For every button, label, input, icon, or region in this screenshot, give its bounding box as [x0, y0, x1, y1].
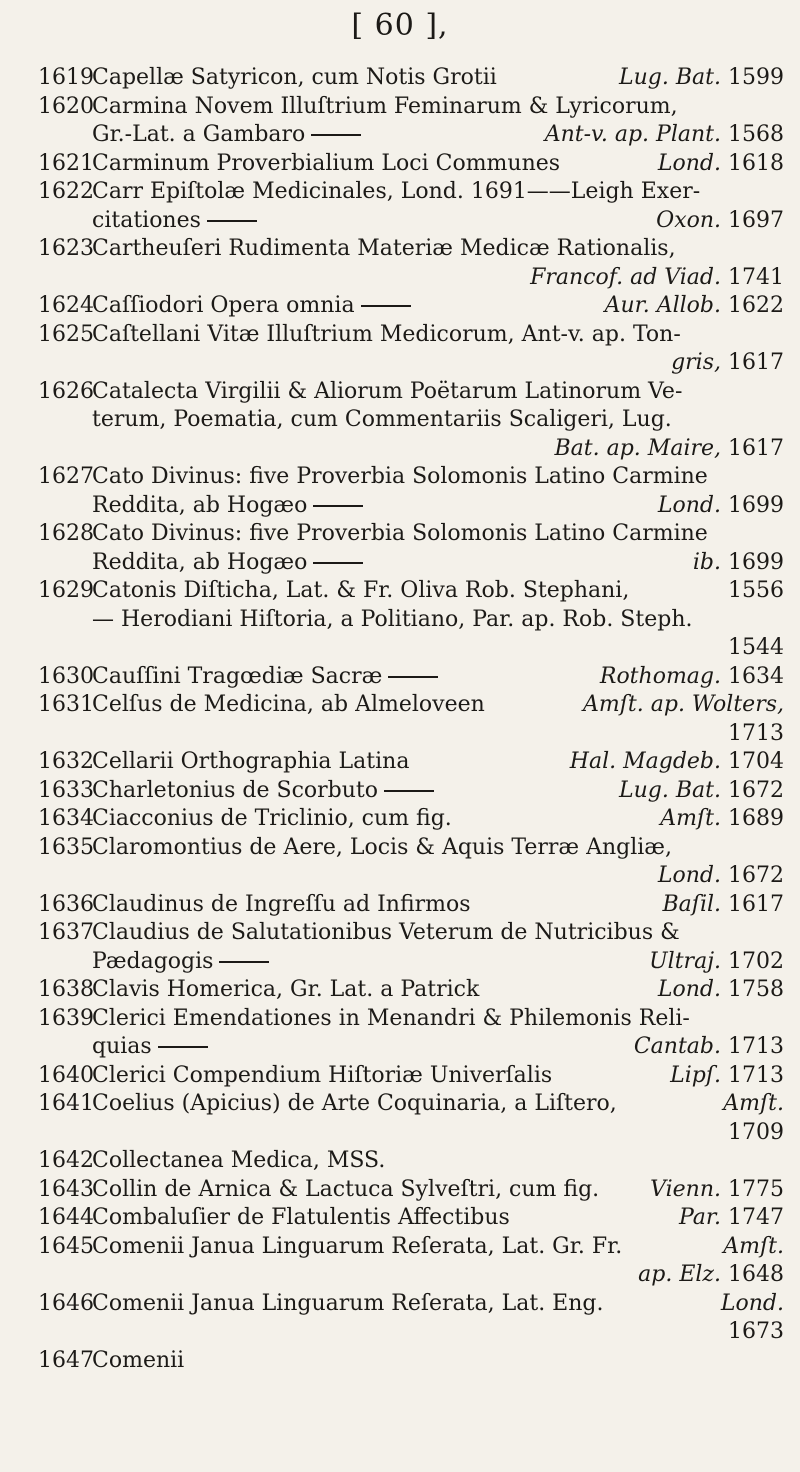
entry-imprint-group — [723, 1233, 784, 1262]
entry-imprint-group — [728, 1318, 784, 1347]
entry-year: 1713 — [728, 720, 784, 746]
entry-year: 1622 — [728, 293, 784, 318]
entry-imprint: Francof. ad Viad. — [530, 264, 728, 290]
entry-body — [92, 292, 784, 321]
entry-body — [92, 577, 784, 663]
entry-body — [92, 235, 784, 292]
catalogue-entry — [38, 463, 784, 520]
catalogue-entry — [38, 178, 784, 235]
entry-number: 1620 — [38, 93, 94, 119]
entry-body — [92, 93, 784, 150]
catalogue-entry — [38, 919, 784, 976]
entry-body — [92, 748, 784, 777]
entry-imprint-group — [658, 862, 784, 891]
entry-line — [92, 435, 784, 464]
entry-dash — [207, 220, 257, 222]
entry-year: 1713 — [728, 1062, 784, 1088]
entry-title: Coelius (Apicius) de Arte Coquinaria, a Liſtero, — [92, 1091, 617, 1116]
entry-title: Carmina Novem Illuſtrium Feminarum & Lyricorum, — [92, 93, 678, 119]
catalogue-entry — [38, 235, 784, 292]
entry-imprint: Lipſ. — [670, 1062, 728, 1088]
entry-imprint: Amſt. — [723, 1091, 784, 1116]
entry-body — [92, 321, 784, 378]
entry-imprint-group — [693, 549, 784, 578]
entry-body — [92, 1147, 784, 1176]
entry-imprint-group — [530, 264, 784, 293]
entry-imprint-group — [721, 1290, 784, 1319]
entry-body — [92, 1233, 784, 1290]
entry-title: Pædagogis — [92, 948, 214, 974]
entry-imprint-group — [670, 1062, 784, 1091]
catalogue-entry — [38, 321, 784, 378]
entry-year: 1672 — [728, 863, 784, 888]
entry-year: 1709 — [728, 1119, 784, 1145]
entry-imprint: Bat. ap. Maire, — [554, 435, 728, 461]
entry-imprint: Amſt. ap. Wolters, — [583, 692, 784, 717]
entry-body — [92, 1290, 784, 1347]
entry-imprint: Lug. Bat. — [619, 777, 728, 803]
entry-number: 1631 — [38, 692, 94, 717]
entry-year: 1741 — [728, 264, 784, 290]
catalogue-entry — [38, 292, 784, 321]
entry-body — [92, 1176, 784, 1205]
entry-year: 1648 — [728, 1262, 784, 1287]
entry-imprint-group — [660, 805, 784, 834]
entry-title: Collectanea Medica, MSS. — [92, 1148, 386, 1173]
entry-line — [92, 691, 784, 720]
entry-imprint-group — [679, 1204, 784, 1233]
entry-number: 1621 — [38, 150, 94, 176]
catalogue-entry — [38, 1062, 784, 1091]
entry-body — [92, 378, 784, 464]
entry-year: 1758 — [728, 977, 784, 1002]
entry-body — [92, 691, 784, 748]
entry-title: Charletonius de Scorbuto — [92, 777, 379, 803]
entry-line — [92, 1347, 784, 1376]
catalogue-entry — [38, 834, 784, 891]
entry-year: 1673 — [728, 1319, 784, 1344]
entry-line — [92, 1318, 784, 1347]
entry-body — [92, 805, 784, 834]
entry-title: Celſus de Medicina, ab Almeloveen — [92, 692, 485, 717]
catalogue-entry — [38, 520, 784, 577]
entry-line — [92, 235, 784, 264]
entry-title: Cato Divinus: five Proverbia Solomonis Latino Carmine — [92, 464, 708, 489]
entry-year: 1702 — [728, 948, 784, 974]
entry-number: 1643 — [38, 1176, 94, 1202]
entry-title: Claudinus de Ingreſſu ad Infirmos — [92, 891, 471, 917]
entry-body — [92, 976, 784, 1005]
catalogue-entry — [38, 777, 784, 806]
entry-number: 1645 — [38, 1233, 94, 1259]
entry-dash — [384, 790, 434, 792]
entry-imprint-group — [728, 1119, 784, 1148]
entry-number: 1635 — [38, 834, 94, 860]
entry-line — [92, 150, 784, 179]
entry-number: 1638 — [38, 977, 94, 1002]
entry-imprint-group — [656, 207, 784, 236]
page-header: [ 60 ], — [351, 8, 449, 43]
entry-number: 1639 — [38, 1005, 94, 1031]
entry-line — [92, 805, 784, 834]
entry-number: 1633 — [38, 777, 94, 803]
entry-imprint: Lug. Bat. — [619, 65, 728, 90]
entry-number: 1641 — [38, 1091, 94, 1116]
entry-number: 1632 — [38, 749, 94, 774]
entry-line — [92, 1176, 784, 1205]
entry-body — [92, 520, 784, 577]
entry-body — [92, 64, 784, 93]
entry-imprint: Par. — [678, 1205, 728, 1230]
entry-imprint-group — [600, 663, 784, 692]
catalogue-entry — [38, 691, 784, 748]
catalogue-entry — [38, 93, 784, 150]
entry-number: 1647 — [38, 1347, 94, 1373]
entry-number: 1630 — [38, 663, 94, 689]
entry-title: quias — [92, 1034, 152, 1059]
entry-line — [92, 862, 784, 891]
catalogue-entry — [38, 663, 784, 692]
entry-imprint-group — [671, 349, 784, 378]
entry-line — [92, 1204, 784, 1233]
entry-imprint: Lond. — [657, 863, 728, 888]
entry-imprint-group — [728, 634, 784, 663]
catalogue-entry — [38, 1005, 784, 1062]
entry-line — [92, 549, 784, 578]
entry-title: — Herodiani Hiſtoria, a Politiano, Par. ap. Rob. Steph. — [92, 606, 693, 632]
entry-body — [92, 1005, 784, 1062]
entry-line — [92, 64, 784, 93]
entry-imprint-group — [728, 720, 784, 749]
entry-body — [92, 1347, 784, 1376]
catalogue-entry — [38, 1176, 784, 1205]
entry-imprint-group — [619, 64, 784, 93]
catalogue-entry — [38, 976, 784, 1005]
entry-imprint: Ant-v. ap. Plant. — [544, 122, 728, 147]
entry-line — [92, 919, 784, 948]
catalogue-entry — [38, 805, 784, 834]
entry-body — [92, 919, 784, 976]
entry-title: Reddita, ab Hogæo — [92, 549, 308, 575]
entry-imprint: Lond. — [657, 492, 728, 518]
entry-imprint: ap. Elz. — [638, 1262, 728, 1287]
entry-title: Comenii Janua Linguarum Reſerata, Lat. Eng. — [92, 1290, 604, 1316]
entry-dash — [361, 305, 411, 307]
entry-number: 1642 — [38, 1148, 94, 1173]
entry-imprint-group — [658, 150, 784, 179]
entry-number: 1628 — [38, 521, 94, 546]
entry-line — [92, 634, 784, 663]
entry-line — [92, 834, 784, 863]
entry-title: Comenii Janua Linguarum Reſerata, Lat. Gr. Fr. — [92, 1233, 623, 1259]
entry-line — [92, 520, 784, 549]
entry-title: Ciacconius de Triclinio, cum fig. — [92, 806, 452, 831]
entry-imprint: Lond. — [720, 1290, 784, 1316]
entry-number: 1625 — [38, 321, 94, 347]
entry-title: Clerici Emendationes in Menandri & Philemonis Reli- — [92, 1005, 690, 1031]
entry-year: 1697 — [728, 207, 784, 233]
entries-list — [38, 64, 784, 1375]
entry-number: 1619 — [38, 65, 94, 90]
entry-dash — [219, 961, 269, 963]
entry-line — [92, 463, 784, 492]
entry-year: 1618 — [728, 150, 784, 176]
entry-imprint: gris, — [671, 350, 728, 375]
entry-year: 1617 — [728, 435, 784, 461]
entry-number: 1629 — [38, 578, 94, 603]
entry-line — [92, 121, 784, 150]
entry-title: Claudius de Salutationibus Veterum de Nutricibus & — [92, 920, 680, 945]
entry-line — [92, 207, 784, 236]
entry-imprint: Lond. — [657, 150, 728, 176]
entry-imprint-group — [658, 492, 784, 521]
entry-line — [92, 1090, 784, 1119]
entry-body — [92, 463, 784, 520]
entry-year: 1713 — [728, 1034, 784, 1059]
entry-title: Carminum Proverbialium Loci Communes — [92, 150, 561, 176]
entry-imprint: Hal. Magdeb. — [569, 749, 728, 774]
entry-number: 1627 — [38, 464, 94, 489]
entry-line — [92, 264, 784, 293]
entry-title: Catalecta Virgilii & Aliorum Poëtarum Latinorum Ve- — [92, 378, 683, 404]
catalogue-entry — [38, 378, 784, 464]
entry-imprint: Oxon. — [656, 207, 728, 233]
catalogue-entry — [38, 1147, 784, 1176]
entry-title: Collin de Arnica & Lactuca Sylveſtri, cum fig. — [92, 1176, 600, 1202]
entry-title: Comenii — [92, 1347, 185, 1373]
entry-number: 1623 — [38, 236, 94, 261]
entry-imprint-group — [638, 1261, 784, 1290]
entry-year: 1672 — [728, 777, 784, 803]
entry-line — [92, 606, 784, 635]
entry-number: 1640 — [38, 1062, 94, 1088]
entry-imprint: Amſt. — [723, 1233, 784, 1259]
entry-imprint-group — [605, 292, 784, 321]
entry-number: 1646 — [38, 1290, 94, 1316]
entry-title: citationes — [92, 207, 201, 233]
entry-imprint: Vienn. — [650, 1176, 728, 1202]
catalogue-entry — [38, 1233, 784, 1290]
entry-number: 1634 — [38, 806, 94, 831]
entry-imprint-group — [650, 1176, 784, 1205]
entry-year: 1775 — [728, 1176, 784, 1202]
entry-line — [92, 321, 784, 350]
entry-body — [92, 1090, 784, 1147]
entry-dash — [313, 562, 363, 564]
entry-title: terum, Poematia, cum Commentariis Scaligeri, Lug. — [92, 407, 672, 432]
entry-line — [92, 663, 784, 692]
entry-imprint: Cantab. — [633, 1034, 728, 1059]
entry-imprint-group — [663, 891, 784, 920]
entry-title: Cartheuſeri Rudimenta Materiæ Medicæ Rationalis, — [92, 236, 676, 261]
entry-line — [92, 292, 784, 321]
entry-title: Cauſſini Tragœdiæ Sacræ — [92, 663, 383, 689]
entry-line — [92, 378, 784, 407]
entry-line — [92, 1033, 784, 1062]
entry-body — [92, 663, 784, 692]
entry-year: 1634 — [728, 663, 784, 689]
catalogue-entry — [38, 150, 784, 179]
entry-year: 1556 — [728, 578, 784, 603]
entry-year: 1568 — [728, 122, 784, 147]
entry-line — [92, 1261, 784, 1290]
entry-line — [92, 720, 784, 749]
entry-imprint-group — [555, 435, 785, 464]
entry-title: Combaluſier de Flatulentis Affectibus — [92, 1205, 510, 1230]
entry-dash — [313, 505, 363, 507]
entry-line — [92, 1005, 784, 1034]
entry-imprint: Amſt. — [660, 806, 728, 831]
catalogue-entry — [38, 1090, 784, 1147]
entry-line — [92, 1290, 784, 1319]
entry-imprint-group — [728, 577, 784, 606]
entry-title: Carr Epiſtolæ Medicinales, Lond. 1691——Leigh Exer- — [92, 179, 701, 204]
entry-title: Caſtellani Vitæ Illuſtrium Medicorum, Ant-v. ap. Ton- — [92, 321, 681, 347]
entry-imprint-group — [619, 777, 784, 806]
entry-line — [92, 178, 784, 207]
entry-line — [92, 406, 784, 435]
entry-title: Caſſiodori Opera omnia — [92, 293, 355, 318]
entry-year: 1617 — [728, 891, 784, 917]
entry-title: Reddita, ab Hogæo — [92, 492, 308, 518]
entry-imprint: Baſil. — [662, 891, 728, 917]
entry-line — [92, 948, 784, 977]
entry-number: 1637 — [38, 920, 94, 945]
entry-dash — [388, 676, 438, 678]
entry-imprint-group — [570, 748, 784, 777]
entry-line — [92, 891, 784, 920]
entry-year: 1747 — [728, 1205, 784, 1230]
entry-year: 1704 — [728, 749, 784, 774]
entry-body — [92, 834, 784, 891]
entry-line — [92, 748, 784, 777]
entry-imprint-group — [634, 1033, 784, 1062]
entry-title: Cellarii Orthographia Latina — [92, 749, 410, 774]
entry-imprint-group — [658, 976, 784, 1005]
entry-title: Claromontius de Aere, Locis & Aquis Terræ Angliæ, — [92, 834, 672, 860]
entry-imprint-group — [583, 691, 784, 720]
catalogue-entry — [38, 577, 784, 663]
entry-imprint-group — [545, 121, 784, 150]
entry-line — [92, 777, 784, 806]
entry-body — [92, 777, 784, 806]
entry-year: 1544 — [728, 635, 784, 660]
entry-line — [92, 1147, 784, 1176]
entry-dash — [311, 134, 361, 136]
entry-imprint: Ultraj. — [649, 948, 728, 974]
entry-title: Clerici Compendium Hiſtoriæ Univerſalis — [92, 1062, 553, 1088]
entry-number: 1622 — [38, 179, 94, 204]
entry-imprint: Aur. Allob. — [604, 293, 728, 318]
entry-line — [92, 976, 784, 1005]
catalogue-entry — [38, 1347, 784, 1376]
entry-year: 1599 — [728, 65, 784, 90]
entry-title: Catonis Diſticha, Lat. & Fr. Oliva Rob. Stephani, — [92, 578, 630, 603]
entry-year: 1689 — [728, 806, 784, 831]
catalogue-entry — [38, 1204, 784, 1233]
catalogue-entry — [38, 891, 784, 920]
entry-line — [92, 492, 784, 521]
entry-title: Cato Divinus: five Proverbia Solomonis Latino Carmine — [92, 521, 708, 546]
entry-line — [92, 1233, 784, 1262]
entry-number: 1644 — [38, 1205, 94, 1230]
entry-body — [92, 1204, 784, 1233]
entry-dash — [158, 1046, 208, 1048]
entry-number: 1624 — [38, 293, 94, 318]
entry-number: 1636 — [38, 891, 94, 917]
entry-imprint: ib. — [692, 549, 728, 575]
entry-title: Capellæ Satyricon, cum Notis Grotii — [92, 65, 497, 90]
entry-imprint-group — [723, 1090, 784, 1119]
entry-line — [92, 1119, 784, 1148]
entry-imprint: Rothomag. — [599, 663, 728, 689]
entry-title: Clavis Homerica, Gr. Lat. a Patrick — [92, 977, 480, 1002]
entry-line — [92, 1062, 784, 1091]
entry-year: 1699 — [728, 549, 784, 575]
entry-number: 1626 — [38, 378, 94, 404]
entry-body — [92, 1062, 784, 1091]
entry-body — [92, 150, 784, 179]
catalogue-entry — [38, 1290, 784, 1347]
entry-year: 1699 — [728, 492, 784, 518]
entry-imprint-group — [649, 948, 784, 977]
catalogue-entry — [38, 748, 784, 777]
entry-imprint: Lond. — [657, 977, 728, 1002]
entry-body — [92, 891, 784, 920]
entry-year: 1617 — [728, 350, 784, 375]
entry-line — [92, 577, 784, 606]
entry-title: Gr.-Lat. a Gambaro — [92, 122, 306, 147]
catalogue-entry — [38, 64, 784, 93]
entry-line — [92, 349, 784, 378]
entry-body — [92, 178, 784, 235]
entry-line — [92, 93, 784, 122]
